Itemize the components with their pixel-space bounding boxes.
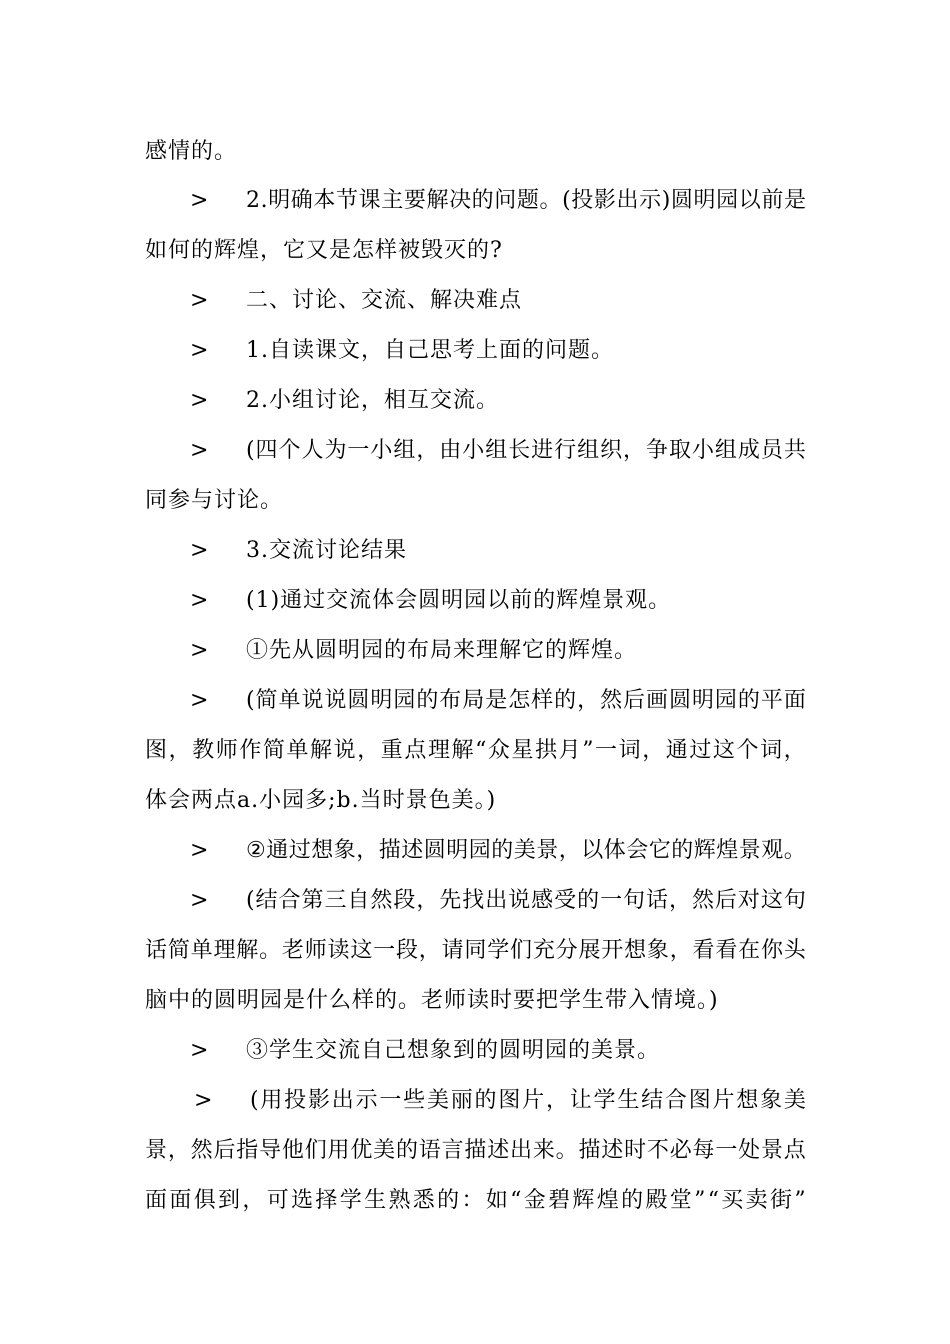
bullet-marker: > [190, 838, 209, 863]
text-line: 1.自读课文，自己思考上面的问题。 [246, 338, 614, 363]
text-line: 脑中的圆明园是什么样的。老师读时要把学生带入情境。) [145, 988, 719, 1013]
text-line: 2 . 明 确 本 节 课 主 要 解 决 的 问 题 。 ( 投 影 出 示 ) 圆 明 园 以 前 是 [246, 188, 806, 213]
bullet-marker: > [190, 288, 209, 313]
text-line: ( 四 个 人 为 一 小 组 ， 由 小 组 长 进 行 组 织 ， 争 取 小 组 成 员 共 [246, 438, 806, 463]
bullet-marker: > [190, 388, 209, 413]
text-line: ( 用 投 影 出 示 一 些 美 丽 的 图 片 ， 让 学 生 结 合 图 片 想 象 美 [250, 1088, 806, 1113]
section-heading: 二、讨论、交流、解决难点 [246, 288, 523, 313]
bullet-marker: > [190, 588, 209, 613]
text-line: 感情的。 [145, 139, 238, 164]
bullet-marker: > [190, 438, 209, 463]
text-line: ② 通 过 想 象 ， 描 述 圆 明 园 的 美 景 ， 以 体 会 它 的 辉 煌 景 观 。 [246, 838, 806, 863]
text-line: 如何的辉煌，它又是怎样被毁灭的? [145, 238, 503, 263]
text-line: 同参与讨论。 [145, 488, 284, 513]
bullet-marker: > [190, 888, 209, 913]
text-line: ①先从圆明园的布局来理解它的辉煌。 [246, 638, 638, 663]
bullet-marker: > [190, 638, 209, 663]
text-line: (1)通过交流体会圆明园以前的辉煌景观。 [246, 588, 672, 613]
text-line: 图 ， 教 师 作 简 单 解 说 ， 重 点 理 解 “ 众 星 拱 月 ” 一 词 ， 通 过 这 个 词 ， [145, 738, 806, 763]
text-line: ③学生交流自己想象到的圆明园的美景。 [246, 1038, 661, 1063]
bullet-marker: > [190, 188, 209, 213]
bullet-marker: > [194, 1088, 213, 1113]
text-line: ( 结 合 第 三 自 然 段 ， 先 找 出 说 感 受 的 一 句 话 ， 然 后 对 这 句 [246, 888, 806, 913]
text-line: 话 简 单 理 解 。 老 师 读 这 一 段 ， 请 同 学 们 充 分 展 开 想 象 ， 看 看 在 你 头 [145, 938, 806, 963]
bullet-marker: > [190, 538, 209, 563]
bullet-marker: > [190, 688, 209, 713]
text-line: 3.交流讨论结果 [246, 538, 407, 563]
text-line: 景 ， 然 后 指 导 他 们 用 优 美 的 语 言 描 述 出 来 。 描 述 时 不 必 每 一 处 景 点 [145, 1138, 806, 1163]
text-line: 体会两点a.小园多;b.当时景色美。) [145, 788, 497, 813]
text-line: 面 面 俱 到 ， 可 选 择 学 生 熟 悉 的 ： 如 “ 金 碧 辉 煌 的 殿 堂 ” “ 买 卖 街 ” [145, 1188, 806, 1213]
bullet-marker: > [190, 1038, 209, 1063]
bullet-marker: > [190, 338, 209, 363]
text-line: 2.小组讨论，相互交流。 [246, 388, 499, 413]
text-line: ( 简 单 说 说 圆 明 园 的 布 局 是 怎 样 的 ， 然 后 画 圆 明 园 的 平 面 [246, 688, 806, 713]
